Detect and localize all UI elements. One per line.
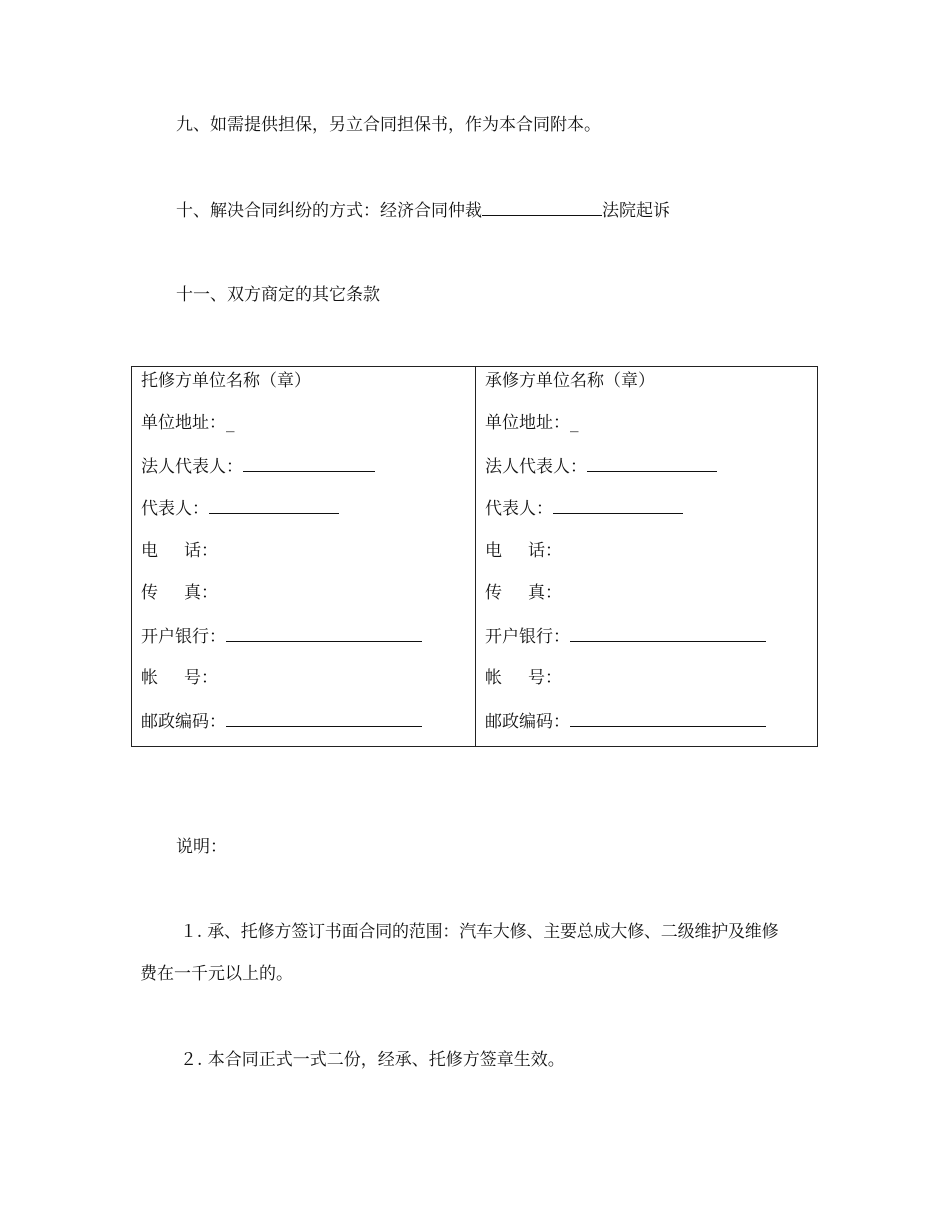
party-info-table	[131, 366, 818, 747]
client-postcode-blank[interactable]	[226, 710, 422, 727]
client-postcode	[141, 710, 422, 733]
client-account-label-b: 号：	[184, 668, 218, 688]
contractor-bank	[485, 625, 766, 648]
contractor-legal-rep-label: 法人代表人：	[485, 457, 587, 477]
client-phone-label-a: 电	[141, 541, 158, 561]
contractor-phone-label-a: 电	[485, 541, 502, 561]
clause-10	[176, 199, 670, 222]
client-address: 单位地址：_	[141, 413, 235, 433]
client-phone	[141, 540, 218, 562]
contractor-bank-label: 开户银行：	[485, 627, 570, 647]
client-legal-rep-blank[interactable]	[243, 455, 375, 472]
contractor-rep-blank[interactable]	[553, 497, 683, 514]
clause-10-suffix: 法院起诉	[602, 201, 670, 221]
client-phone-label-b: 话：	[184, 541, 218, 561]
client-fax	[141, 582, 218, 604]
client-account	[141, 667, 218, 689]
contractor-postcode-blank[interactable]	[570, 710, 766, 727]
client-postcode-label: 邮政编码：	[141, 712, 226, 732]
note-1-line-1: １. 承、托修方签订书面合同的范围：汽车大修、主要总成大修、二级维护及维修	[180, 922, 779, 942]
contractor-rep	[485, 497, 683, 520]
client-column	[132, 367, 476, 746]
client-title: 托修方单位名称（章）	[141, 371, 311, 391]
client-bank-blank[interactable]	[226, 625, 422, 642]
note-1-line-2: 费在一千元以上的。	[140, 964, 293, 984]
clause-10-text: 十、解决合同纠纷的方式：经济合同仲裁	[176, 201, 482, 221]
client-bank	[141, 625, 422, 648]
client-fax-label-b: 真：	[184, 583, 218, 603]
contractor-account	[485, 667, 562, 689]
contractor-bank-blank[interactable]	[570, 625, 766, 642]
note-2: ２. 本合同正式一式二份，经承、托修方签章生效。	[180, 1050, 565, 1070]
contractor-legal-rep	[485, 455, 717, 478]
client-rep-blank[interactable]	[209, 497, 339, 514]
contractor-fax-label-b: 真：	[528, 583, 562, 603]
contractor-account-label-b: 号：	[528, 668, 562, 688]
contractor-column	[476, 367, 817, 746]
client-fax-label-a: 传	[141, 583, 158, 603]
contractor-postcode	[485, 710, 766, 733]
notes-heading: 说明：	[176, 837, 227, 857]
contractor-phone	[485, 540, 562, 562]
client-account-label-a: 帐	[141, 668, 158, 688]
contractor-title: 承修方单位名称（章）	[485, 371, 655, 391]
clause-11: 十一、双方商定的其它条款	[176, 285, 380, 305]
contractor-phone-label-b: 话：	[528, 541, 562, 561]
contractor-legal-rep-blank[interactable]	[587, 455, 717, 472]
client-rep-label: 代表人：	[141, 499, 209, 519]
client-legal-rep	[141, 455, 375, 478]
client-bank-label: 开户银行：	[141, 627, 226, 647]
contractor-address: 单位地址：_	[485, 413, 579, 433]
contractor-fax	[485, 582, 562, 604]
contractor-rep-label: 代表人：	[485, 499, 553, 519]
client-legal-rep-label: 法人代表人：	[141, 457, 243, 477]
contractor-fax-label-a: 传	[485, 583, 502, 603]
clause-9: 九、如需提供担保，另立合同担保书，作为本合同附本。	[176, 115, 601, 135]
arbitration-blank[interactable]	[482, 199, 602, 216]
contractor-account-label-a: 帐	[485, 668, 502, 688]
contractor-postcode-label: 邮政编码：	[485, 712, 570, 732]
client-rep	[141, 497, 339, 520]
